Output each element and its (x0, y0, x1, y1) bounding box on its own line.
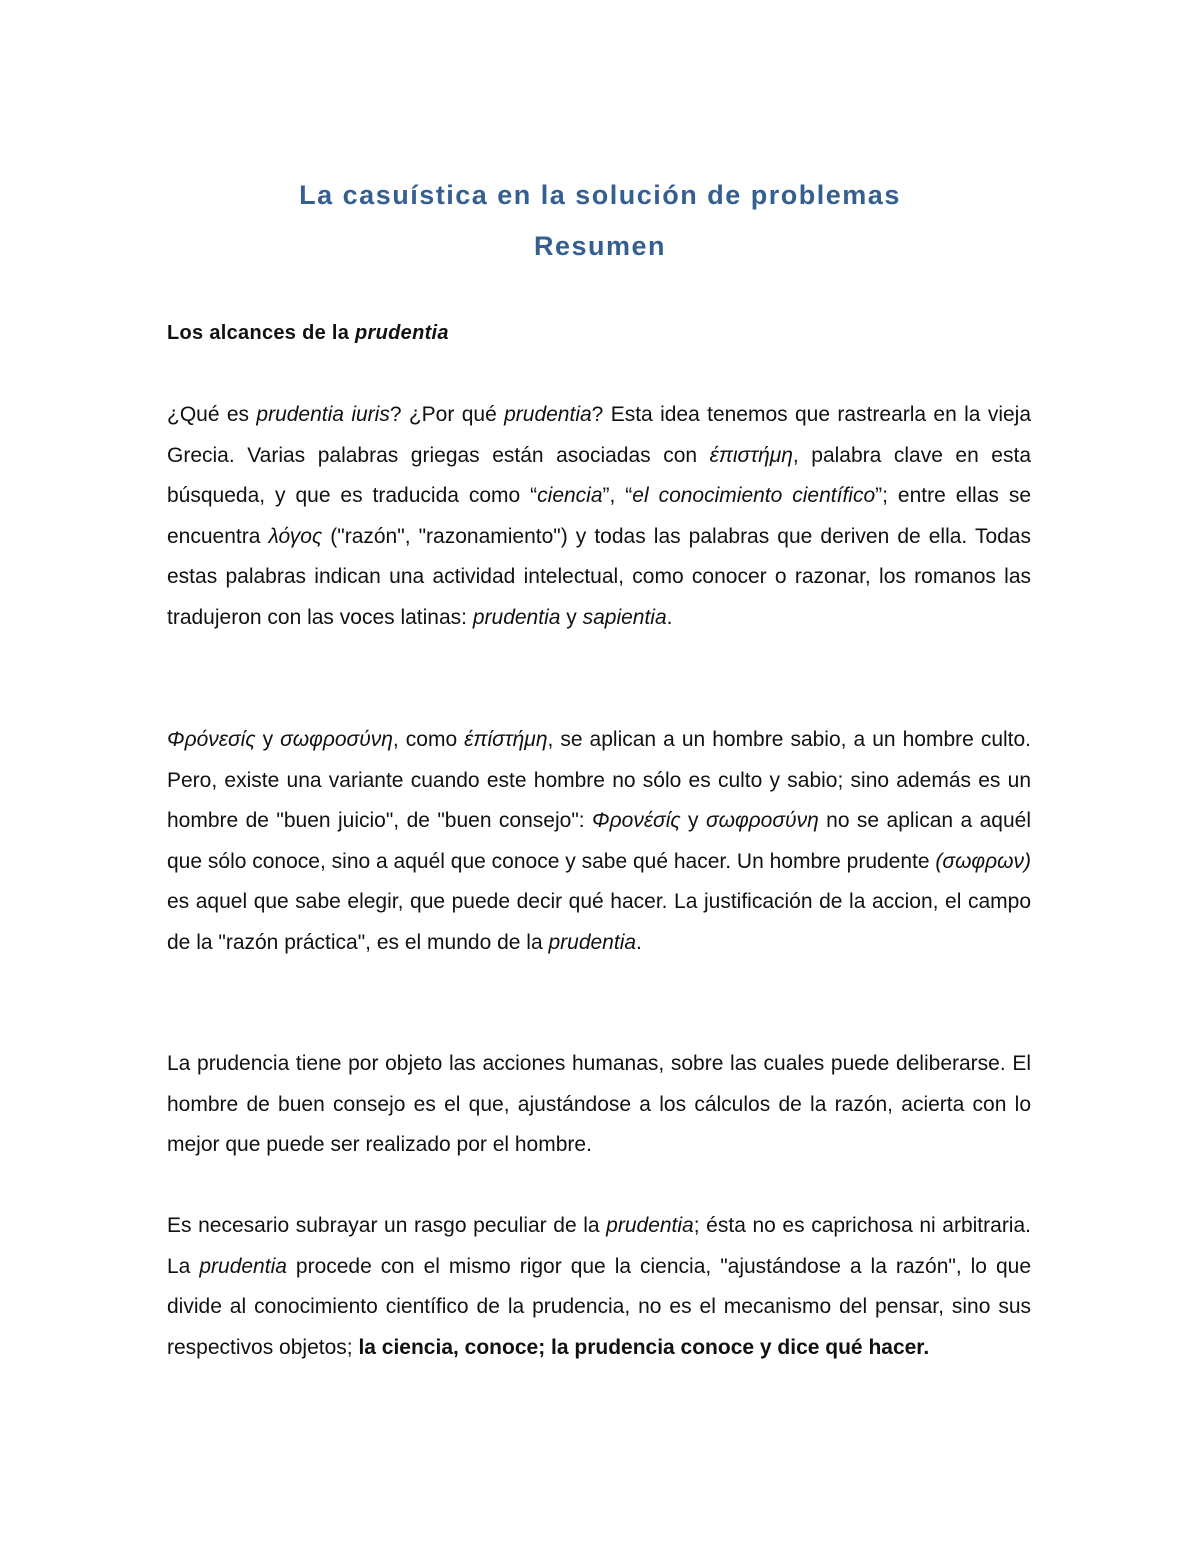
p2-l: es aquel que sabe elegir, que puede decir qué hacer. La justificación de la accion, el campo de la "razón práctica", es el mundo de la (167, 890, 1031, 954)
document-title: La casuística en la solución de problemas (299, 180, 901, 210)
document-subtitle: Resumen (533, 231, 667, 261)
p2-g: Φρονέσίς (592, 809, 681, 833)
p1-a: ¿Qué es (167, 403, 257, 426)
paragraph-2 (167, 720, 1031, 964)
p1-q: . (666, 605, 673, 629)
p2-m: prudentia (548, 930, 637, 954)
p2-b: y (255, 728, 281, 751)
p2-c: σωφροσύνη (280, 728, 393, 751)
p4-b: prudentia (606, 1214, 694, 1237)
p1-o: y (560, 605, 583, 629)
p2-j: no se aplican a aquél que sólo conoce, sino a aquél que conoce y sabe qué hacer. Un hombre prudente (167, 809, 1031, 873)
p1-b: prudentia iuris (256, 403, 390, 426)
p2-d: , como (392, 728, 465, 751)
paragraph-1 (167, 395, 1031, 639)
p2-a: Φρόνεσίς (167, 728, 256, 751)
p4-e: procede con el mismo rigor que la ciencia, "ajustándose a la razón", lo que divide al conocimiento científico de la prudencia, no es el mecanismo del pensar, sino sus respectivos objetos; (167, 1254, 1031, 1359)
p2-e: έπίστήμη (464, 728, 548, 751)
p1-c: ? ¿Por qué (389, 403, 505, 426)
p1-e: ? Esta idea tenemos que rastrearla en la vieja Grecia. Varias palabras griegas están asociadas con (167, 403, 1032, 467)
p1-p: sapientia (582, 605, 667, 629)
p1-m: ("razón", "razonamiento") y todas las palabras que deriven de ella. Todas estas palabras indican una actividad intelectual, como conocer o razonar, los romanos las tradujeron con las voces latinas: (167, 524, 1031, 629)
p4-c: ; ésta no es caprichosa ni arbitraria. La (167, 1214, 1031, 1278)
section-heading-text: Los alcances de la (167, 322, 356, 344)
p2-h: y (680, 809, 706, 833)
p2-k: (σωφρων) (935, 849, 1031, 873)
p2-f: , se aplican a un hombre sabio, a un hombre culto. Pero, existe una variante cuando este hombre no sólo es culto y sabio; sino además es un hombre de "buen juicio", de "buen consejo": (167, 728, 1032, 833)
p4-d: prudentia (199, 1254, 287, 1278)
p1-h: ciencia (537, 484, 603, 508)
p1-n: prudentia (472, 605, 561, 629)
section-heading-italic: prudentia (355, 322, 449, 344)
p1-g: , palabra clave en esta búsqueda, y que es traducida como “ (167, 443, 1031, 508)
p1-f: έπιστήμη (709, 443, 793, 467)
p2-n: . (636, 930, 642, 954)
paragraph-3: La prudencia tiene por objeto las acciones humanas, sobre las cuales puede deliberarse. El hombre de buen consejo es el que, ajustándose a los cálculos de la razón, acierta con lo mejor que puede ser realizado por el hombre. (167, 1052, 1031, 1157)
p1-i: ”, “ (602, 484, 633, 508)
paragraph-4 (167, 1206, 1031, 1368)
p1-j: el conocimiento científico (632, 484, 876, 508)
p1-d: prudentia (504, 403, 592, 426)
section-heading (167, 322, 449, 345)
p2-i: σωφροσύνη (705, 809, 819, 833)
p4-a: Es necesario subrayar un rasgo peculiar de la (167, 1214, 607, 1237)
p1-k: ”; entre ellas se encuentra (167, 484, 1031, 548)
p4-f-bold: la ciencia, conoce; la prudencia conoce y dice qué hacer. (358, 1335, 930, 1359)
p1-l: λόγος (268, 524, 323, 548)
